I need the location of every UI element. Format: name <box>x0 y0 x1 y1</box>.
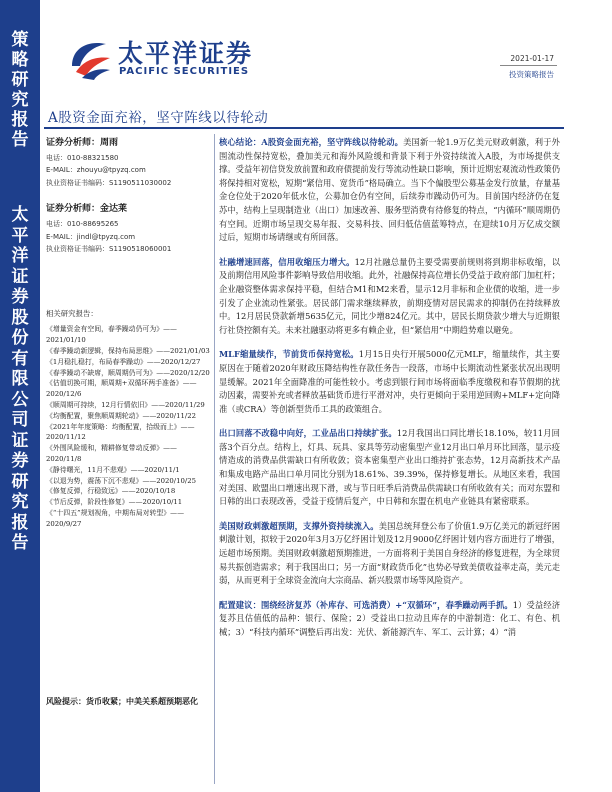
main-body <box>219 136 560 651</box>
analyst-email[interactable]: E-MAIL：jindl@tpyzq.com <box>46 232 136 241</box>
related-report-link[interactable]: 《顺周期可持续，12月行情依旧》——2020/11/29 <box>46 400 205 409</box>
related-reports-heading: 相关研究报告： <box>46 308 98 318</box>
header-divider <box>500 65 557 66</box>
related-report-link[interactable]: 《增量资金有空间，春季躁动仍可为》——2021/01/10 <box>46 325 177 345</box>
body-paragraph <box>219 256 560 338</box>
sidebar-report-category: 策 略 研 究 报 告 <box>11 30 29 150</box>
related-report-link[interactable]: 《“十四五”规划视角，中期布局对转型》——2020/9/27 <box>46 508 184 528</box>
related-report-link[interactable]: 《春季躁动不缺席，顺周期仍可为》——2020/12/20 <box>46 368 210 377</box>
paragraph-lead: 配置建议：围绕经济复苏（补库存、可选消费）+“双循环”，春季躁动两手抓。 <box>219 599 513 610</box>
paragraph-lead: 美国财政刺激超预期，支撑外资持续流入。 <box>219 520 379 531</box>
report-type: 投资策略报告 <box>509 70 554 79</box>
analyst-heading: 证券分析师：金达莱 <box>46 204 128 215</box>
analyst-email[interactable]: E-MAIL：zhouyu@tpyzq.com <box>46 166 146 175</box>
body-paragraph <box>219 136 560 245</box>
risk-warning: 风险提示：货币收紧；中美关系超预期恶化 <box>46 696 198 706</box>
report-date: 2021-01-17 <box>510 54 554 63</box>
related-report-link[interactable]: 《修复反弹，行稳致远》——2020/10/18 <box>46 487 176 496</box>
company-logo-text: 太平洋证券 <box>118 39 254 68</box>
left-column <box>46 135 211 529</box>
paragraph-text: 美国总统拜登公布了价值1.9万亿美元的新冠纾困刺激计划，拟较于2020年3月3万亿纾困计划及12月9000亿纾困计划内容方面进行了增强，远超市场预期。美国财政刺激超预期推进，一方面将利于美国自身经济的修复进程，为全球贸易共振创造需求；利于我国出口；另一方面“财政货币化”也势必导致美债收益率走高，美元走弱，从而更利于全球资金流向大宗商品、新兴股票市场等风险资产。 <box>219 520 560 586</box>
related-report-link[interactable]: 《均衡配置，聚焦顺周期轮动》——2020/11/22 <box>46 411 196 420</box>
report-title: A股资金面充裕，坚守阵线以待轮动 <box>48 110 269 126</box>
related-report-link[interactable]: 《外围风险缓和，精耕修复带动反弹》——2020/11/8 <box>46 444 177 463</box>
body-paragraph <box>219 520 560 588</box>
paragraph-text: 美国新一轮1.9万亿美元财政刺激，利于外围流动性保持宽松，叠加美元和海外风险缓和背景下利于外资持续流入A股，为市场提供支撑。受益年初信贷发放前置和政府债提前发行等流动性缺口影响，预计近期宏观流动性政策仍将保持相对宽松，短期“紧信用、宽货币”格局确立。当下个偏股型公募基金发行放量，存量基金仓位处于2020年低水位，公募加仓仍有空间，后续券市躁动仍可为。目前国内经济仍在复苏中，结构上呈现制造业（出口）加速改善、服务型消费有待修复的特点，“内循环”顺周期仍有空间。近期市场呈现交易年报、交易科技、回归低估值蓝筹特点，在迎续10月万亿成交额过后，短期市场请继或有所回落。 <box>219 137 560 243</box>
paragraph-text: 1月15日央行开展5000亿元MLF，缩量续作，其主要原因在于随着2020年财政压降结构性存款任务告一段落，市场中长期流动性紧张状况出现明显缓解。2021年全面降准的可能性较小。考虑到银行间市场将面临季度缴税和春节假期的扰动因素，需要补充或者释放基础货币进行平滑对冲，央行更倾向于采用逆回购+MLF+定向降准（或CRA）等创新型货币工具的政策组合。 <box>219 349 560 414</box>
body-paragraph <box>219 599 560 640</box>
body-paragraph <box>219 348 560 416</box>
paragraph-text: 1）受益经济复苏且估值低的品种：银行、保险；2）受益出口拉动且库存的中游制造：化工、有色、机械；3）“科技内循环”调整后再出发：光伏、新能源汽车、军工、云计算；4）“消 <box>219 599 561 637</box>
title-rule <box>44 127 564 129</box>
analyst-license: 执业资格证书编码：S1190511030002 <box>46 178 172 187</box>
company-logo-english: PACIFIC SECURITIES <box>119 66 250 77</box>
left-sidebar <box>0 0 40 792</box>
related-report-link[interactable]: 《节后反弹，阶段性修复》——2020/10/11 <box>46 498 183 507</box>
related-report-link[interactable]: 《估值切换可期，顺周期+双循环两手准备》——2020/12/6 <box>46 379 197 399</box>
related-report-link[interactable]: 《1月稳扎稳打，布局春季躁动》——2020/12/27 <box>46 357 201 366</box>
related-report-link[interactable]: 《以退为势，震荡下沉不悲观》——2020/10/25 <box>46 476 196 485</box>
related-report-link[interactable]: 《静待曙光，11月不悲观》——2020/11/1 <box>46 465 180 474</box>
analyst-block <box>46 203 211 255</box>
paragraph-lead: 核心结论：A股资金面充裕，坚守阵线以待轮动。 <box>219 137 404 147</box>
analyst-heading: 证券分析师：周雨 <box>46 138 119 148</box>
paragraph-lead: 出口回落不改稳中向好，工业品出口持续扩张。 <box>219 428 397 439</box>
body-paragraph <box>219 427 560 509</box>
analyst-license: 执业资格证书编码：S1190518060001 <box>46 245 172 254</box>
column-divider <box>214 134 215 784</box>
paragraph-text: 12月社融总量仍主要受需要前规则将到期非标收缩，以及前期信用风险事件影响导致信用收缩。此外，社融保持高位增长仍受益于政府部门加杠杆；企业融资整体需求保持平稳，但结合M1和M2来看，显示12月非标和企业债的收缩，进一步引发了企业流动性紧张。居民部门需求继续释放，前期疫情对居民需求的抑制仍在持续释放中。12月居民贷款新增5635亿元，同比少增824亿元。其中，居民长期贷款少增大与近期银行社贷控额有关。未来社融驱动将更多有赖企业，但“紧信用”中期趋势难以避免。 <box>219 256 560 335</box>
analyst-block <box>46 137 211 189</box>
paragraph-lead: 社融增速回落，信用收缩压力增大。 <box>219 256 355 267</box>
related-report-link[interactable]: 《春季躁动新逻辑，保持布局思维》——2021/01/03 <box>46 346 210 355</box>
paragraph-text: 12月我国出口同比增长18.10%，较11月回落3个百分点。结构上，灯具、玩具、家具等劳动密集型产业12月出口单月环比回落，显示疫情造成的消费品供需缺口有所收敛；资本密集型产业出口维持扩张态势，12月高新技术产品和集成电路产品出口单月同比分别为18.61%、39.39%，保持修复增长。从地区来看，我国对美国、欧盟出口增速出现下滑，或与节日旺季后消费品供需缺口有所收敛有关；而对东盟和日韩的出口表现改善，受益于疫情后复产，中日韩和东盟在机电产业链具有紧密联系。 <box>219 428 560 507</box>
related-report-link[interactable]: 《2021年年度策略：均衡配置，拾级而上》——2020/11/12 <box>46 422 195 442</box>
analyst-phone: 电话：010-88695265 <box>46 219 119 228</box>
paragraph-lead: MLF缩量续作，节前货币保持宽松。 <box>219 349 359 360</box>
company-logo-icon <box>66 36 112 80</box>
analyst-phone: 电话：010-88321580 <box>46 153 119 162</box>
sidebar-company-name: 太 平 洋 证 券 股 份 有 限 公 司 证 券 研 究 报 告 <box>11 205 29 553</box>
